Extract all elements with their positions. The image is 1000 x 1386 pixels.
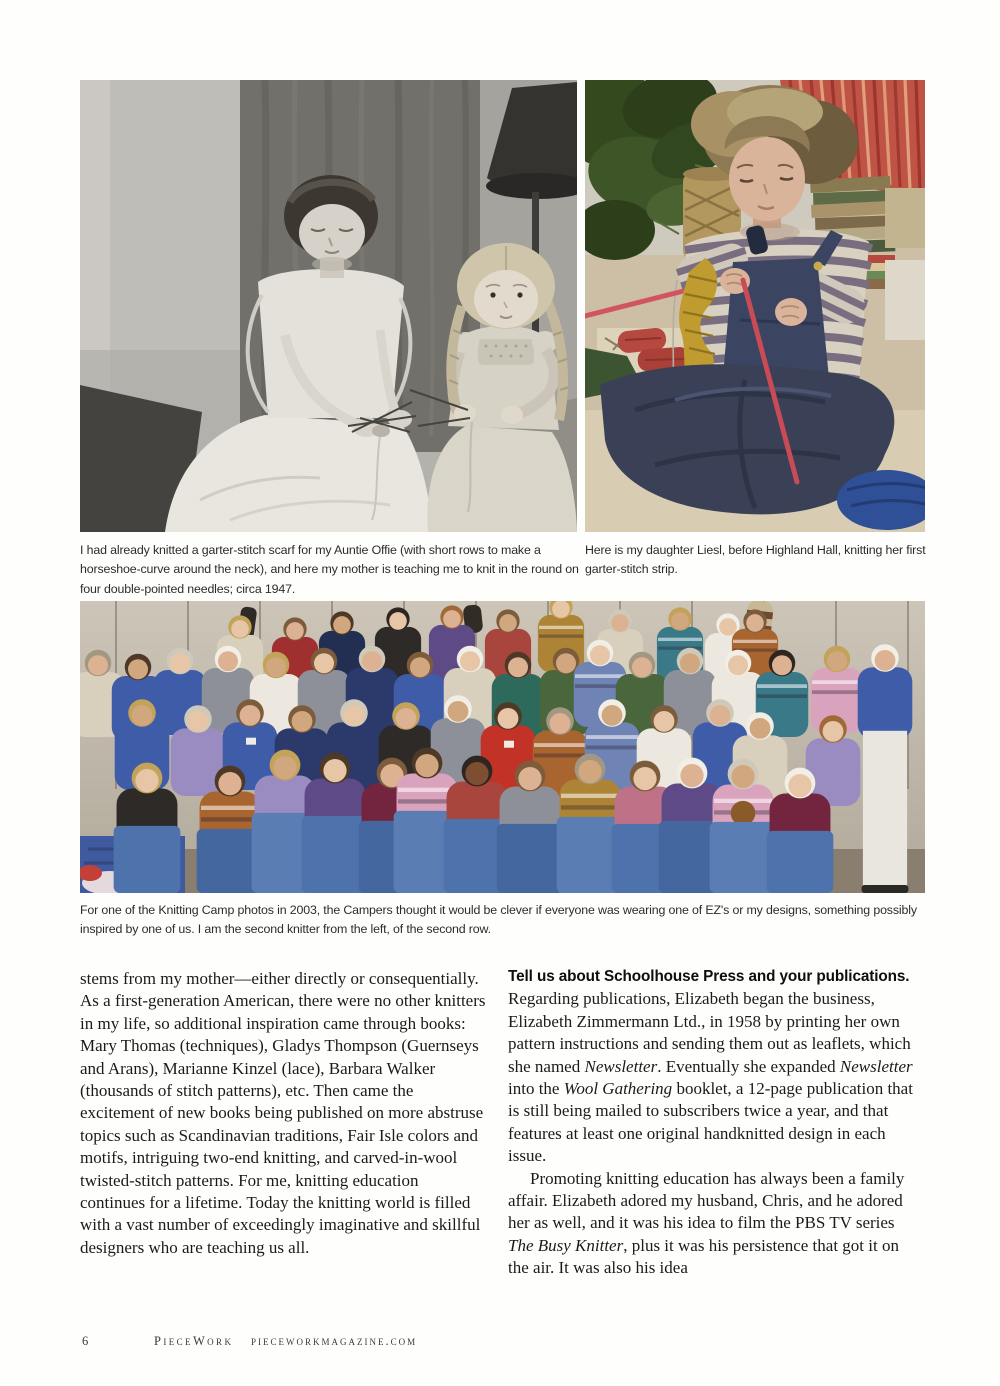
page-number: 6 (82, 1334, 89, 1348)
magazine-name: PieceWork (154, 1334, 234, 1348)
liesl-photo-caption: Here is my daughter Liesl, before Highland Hall, knitting her first garter-stitch strip. (585, 543, 926, 577)
left-text-column (80, 968, 486, 1259)
wall-patch (885, 260, 925, 340)
page-footer (0, 1334, 1000, 1354)
publications-paragraph: Regarding publications, Elizabeth began the business, Elizabeth Zimmermann Ltd., in 1958 by printing her own pattern instructions and sending them out as leaflets, which she named Newsletter. Eventually she expanded Newsletter into the Wool Gathering booklet, a 12-page publication that is still being mailed to subscribers twice a year, and that features at least one original handknitted design in each issue. (508, 989, 913, 1166)
question-heading: Tell us about Schoolhouse Press and your publications. (508, 968, 910, 985)
mother-daughter-photo (80, 80, 577, 532)
knitting-camp-group-photo (80, 601, 925, 893)
right-text-column (508, 966, 922, 1280)
liesl-knitting-photo (585, 80, 925, 532)
mother-photo-caption: I had already knitted a garter-stitch scarf for my Auntie Offie (with short rows to make a horseshoe-curve around the neck), and here my mother is teaching me to knit in the round on four double-pointed needles; circa 1947. (80, 543, 579, 596)
family-affair-paragraph: Promoting knitting education has always been a family affair. Elizabeth adored my husband, Chris, and he adored her as well, and it was his idea to film the PBS TV series The Busy Knitter, plus it was his persistence that got it on the air. It was also his idea (508, 1168, 905, 1278)
group-photo-caption: For one of the Knitting Camp photos in 2003, the Campers thought it would be clever if everyone was wearing one of EZ's or my designs, something possibly inspired by one of us. I am the second knitter from the left, of the second row. (80, 903, 917, 937)
magazine-website: pieceworkmagazine.com (251, 1334, 418, 1348)
left-column-paragraph: stems from my mother—either directly or consequentially. As a first-generation American, there were no other knitters in my life, so additional inspiration came through books: Mary Thomas (techniques), Gladys Thompson (Guernseys and Arans), Marianne Kinzel (lace), Barbara Walker (thousands of stitch patterns), etc. Then came the excitement of new books being published on more abstruse topics such as Scandinavian traditions, Fair Isle colors and motifs, intriguing two-end knitting, and carved-in-wool twisted-stitch patterns. For me, knitting education continues for a lifetime. Today the knitting world is filled with a vast number of exceedingly imaginative and skillful designers who are teaching us all. (80, 969, 486, 1257)
